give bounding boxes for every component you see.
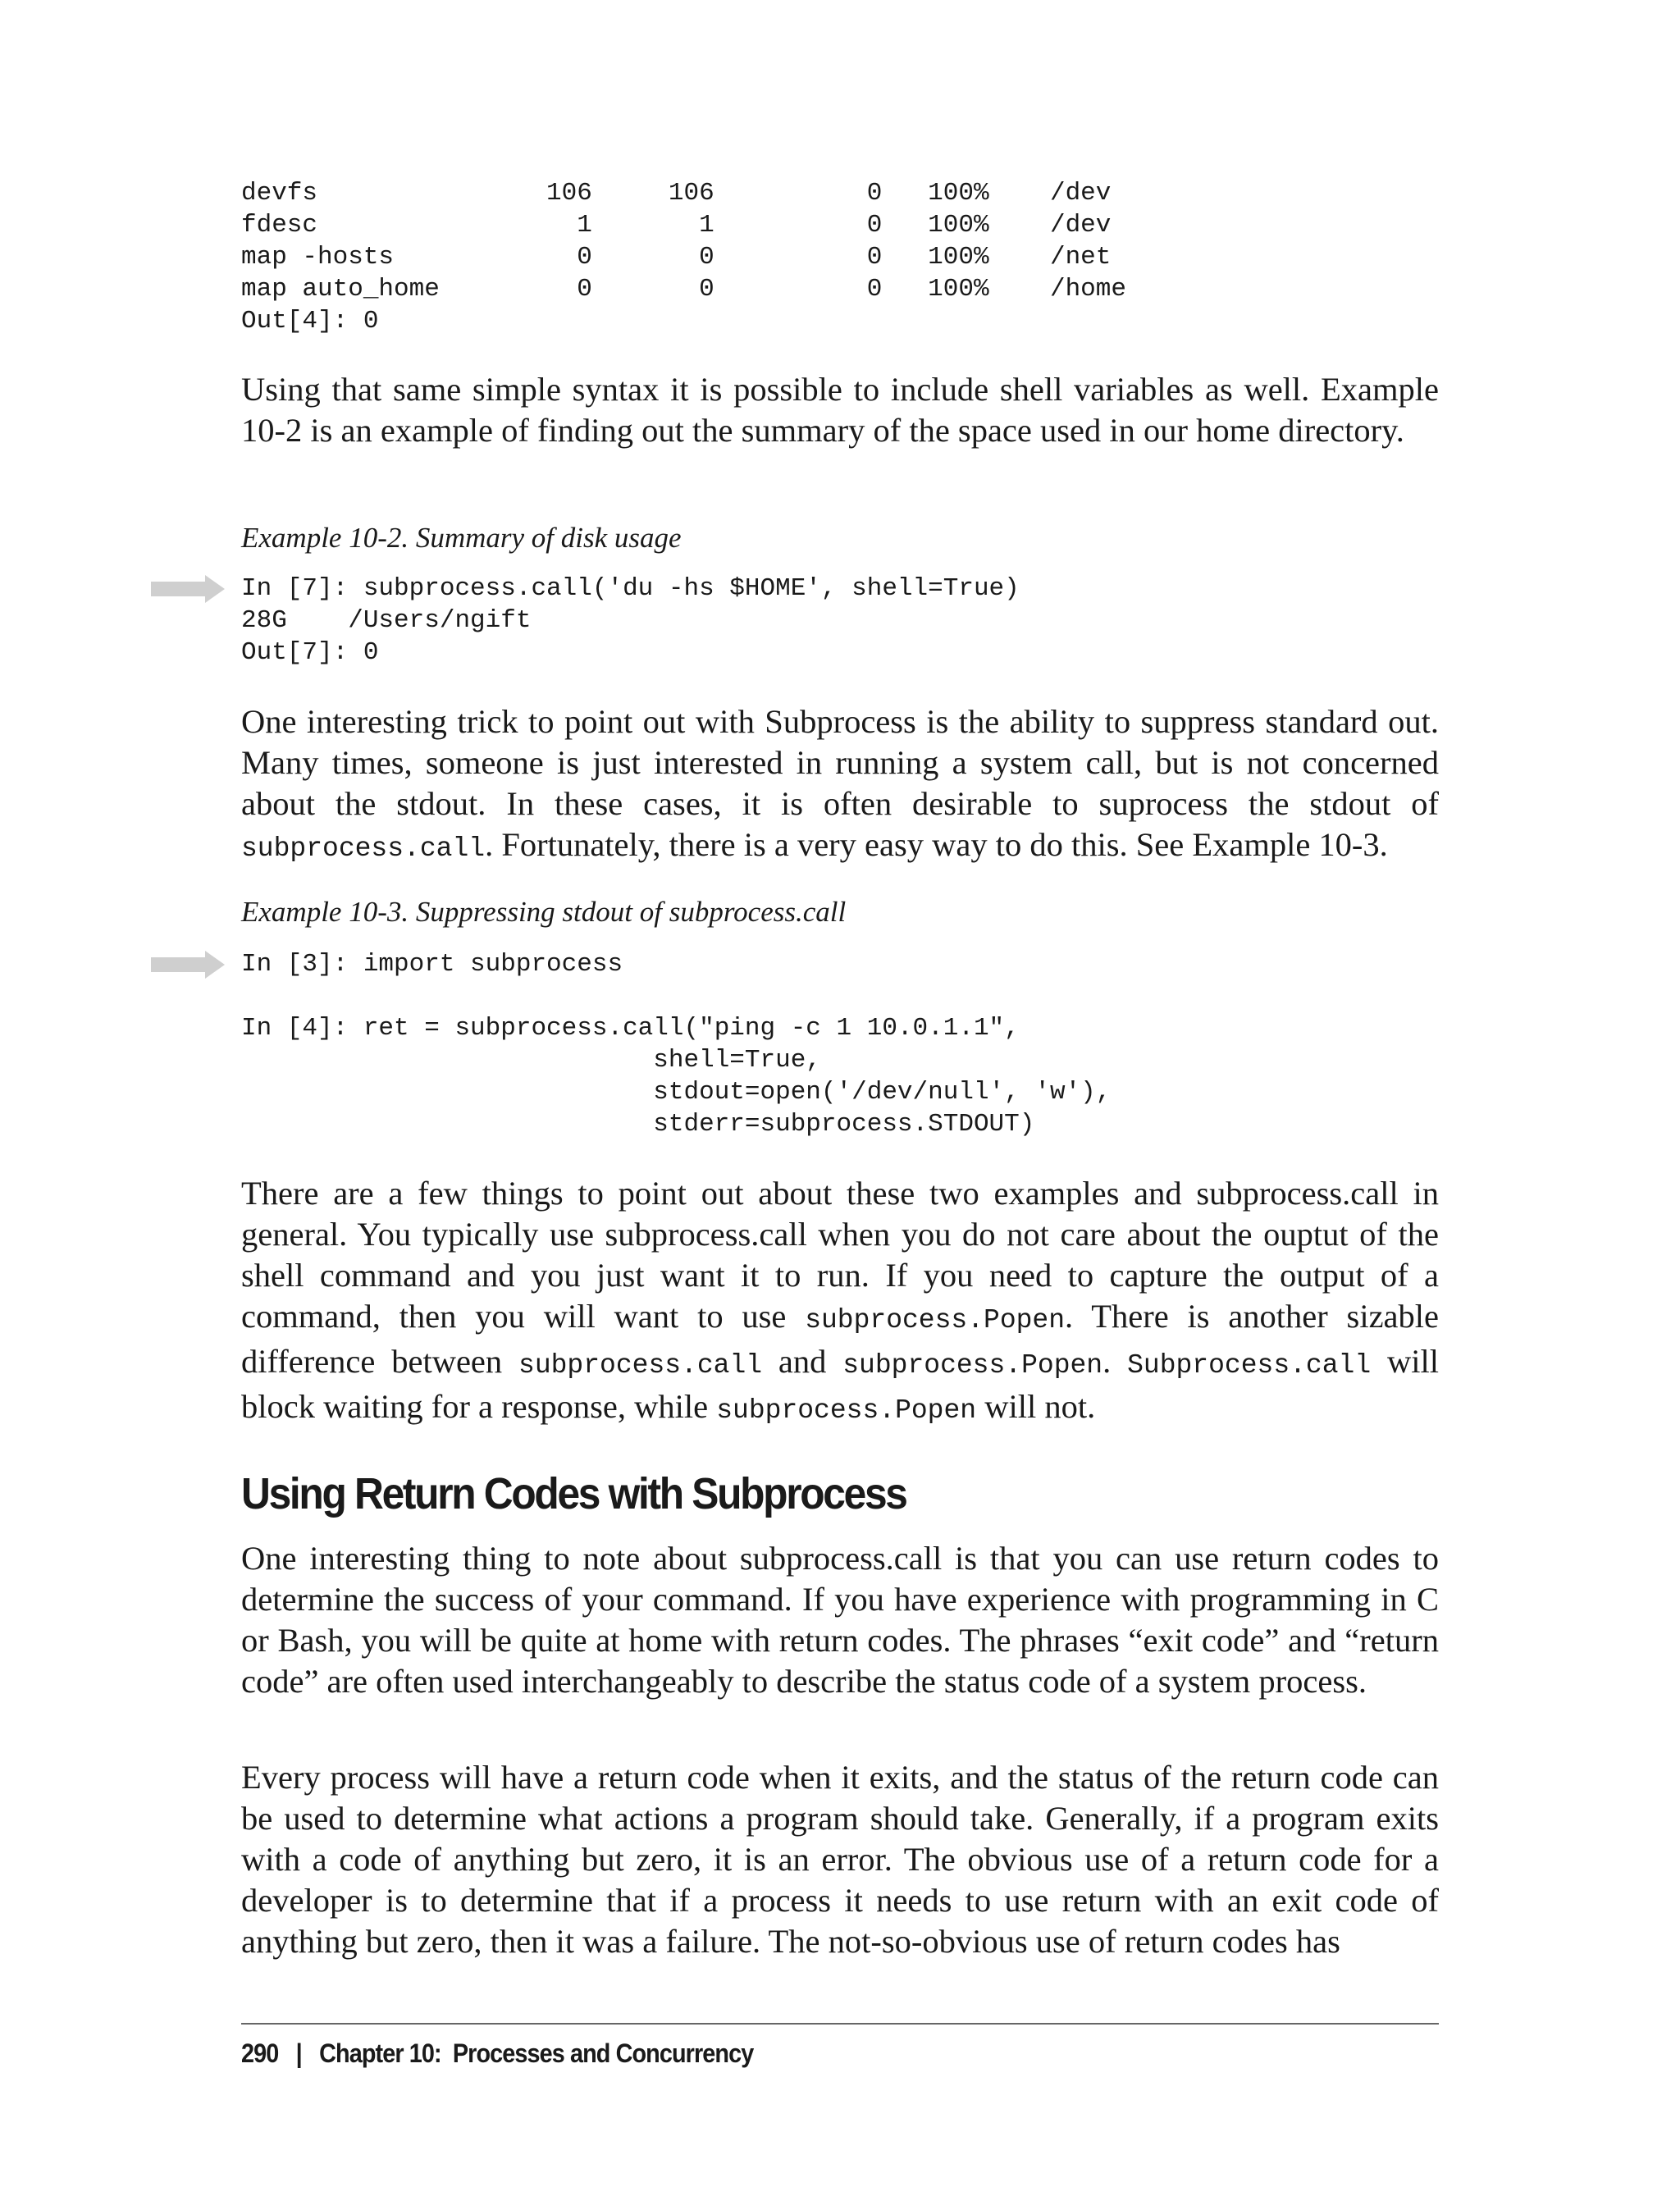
example-10-2-code: In [7]: subprocess.call('du -hs $HOME', shell=True) 28G /Users/ngift Out[7]: 0 (241, 574, 1020, 667)
inline-code: Subprocess.call (1127, 1350, 1372, 1381)
example-10-2-caption: Example 10-2. Summary of disk usage (241, 522, 682, 554)
section-heading: Using Return Codes with Subprocess (241, 1469, 906, 1518)
arrow-marker-icon (151, 575, 225, 603)
arrow-marker-icon (151, 951, 225, 979)
inline-code: subprocess.call (241, 833, 486, 864)
example-10-3-caption: Example 10-3. Suppressing stdout of subprocess.call (241, 896, 847, 928)
inline-code: subprocess.Popen (716, 1395, 977, 1426)
page-number: 290 (241, 2038, 279, 2068)
inline-code: subprocess.Popen (805, 1305, 1066, 1335)
inline-code: subprocess.call (518, 1350, 763, 1381)
footer-rule (241, 2023, 1439, 2025)
paragraph-return-codes-detail: Every process will have a return code when it exits, and the status of the return code can be used to determine what actions a program should take. Generally, if a program exits with a code of anything but zero, it is an error. The obvious use of a return code for a developer is to determine that if a process it needs to use return with an exit code of anything but zero, then it was a failure. The not-so-obvious use of return codes has (241, 1759, 1439, 1960)
paragraph-shell-variables: Using that same simple syntax it is possible to include shell variables as well. Example 10-2 is an example of finding out the summary of the space used in our home directory. (241, 371, 1439, 449)
example-10-3-code: In [3]: import subprocess In [4]: ret = subprocess.call("ping -c 1 10.0.1.1", shell=True, stdout=open('/dev/null', 'w'), stderr=subprocess.STDOUT) (241, 950, 1112, 1139)
paragraph-suppress-stdout: One interesting trick to point out with Subprocess is the ability to suppress standard out. Many times, someone is just interested in running a system call, but is not concerned about the stdout. In these cases, it is often desirable to suprocess the stdout of subprocess.call. Fortunately, there is a very easy way to do this. See Example 10-3. (241, 703, 1439, 864)
paragraph-return-codes-intro: One interesting thing to note about subprocess.call is that you can use return codes to determine the success of your command. If you have experience with programming in C or Bash, you will be quite at home with return codes. The phrases “exit code” and “return code” are often used interchangeably to describe the status code of a system process. (241, 1540, 1439, 1700)
chapter-title: Chapter 10: Processes and Concurrency (319, 2038, 754, 2068)
page-footer (241, 2038, 753, 2069)
footer-separator: | (295, 2038, 302, 2068)
paragraph-subprocess-call-notes: There are a few things to point out about these two examples and subprocess.call in general. You typically use subprocess.call when you do not care about the ouptut of the shell command and you just want it to run. If you need to capture the output of a command, then you will want to use subprocess.Popen. There is another sizable difference between subprocess.call and subprocess.Popen. Subprocess.call will block waiting for a response, while subprocess.Popen will not. (241, 1175, 1440, 1426)
df-output-code: devfs 106 106 0 100% /dev fdesc 1 1 0 100% /dev map -hosts 0 0 0 100% /net map auto_home 0 0 0 100% /home Out[4]: 0 (241, 179, 1126, 336)
inline-code: subprocess.Popen (842, 1350, 1103, 1381)
